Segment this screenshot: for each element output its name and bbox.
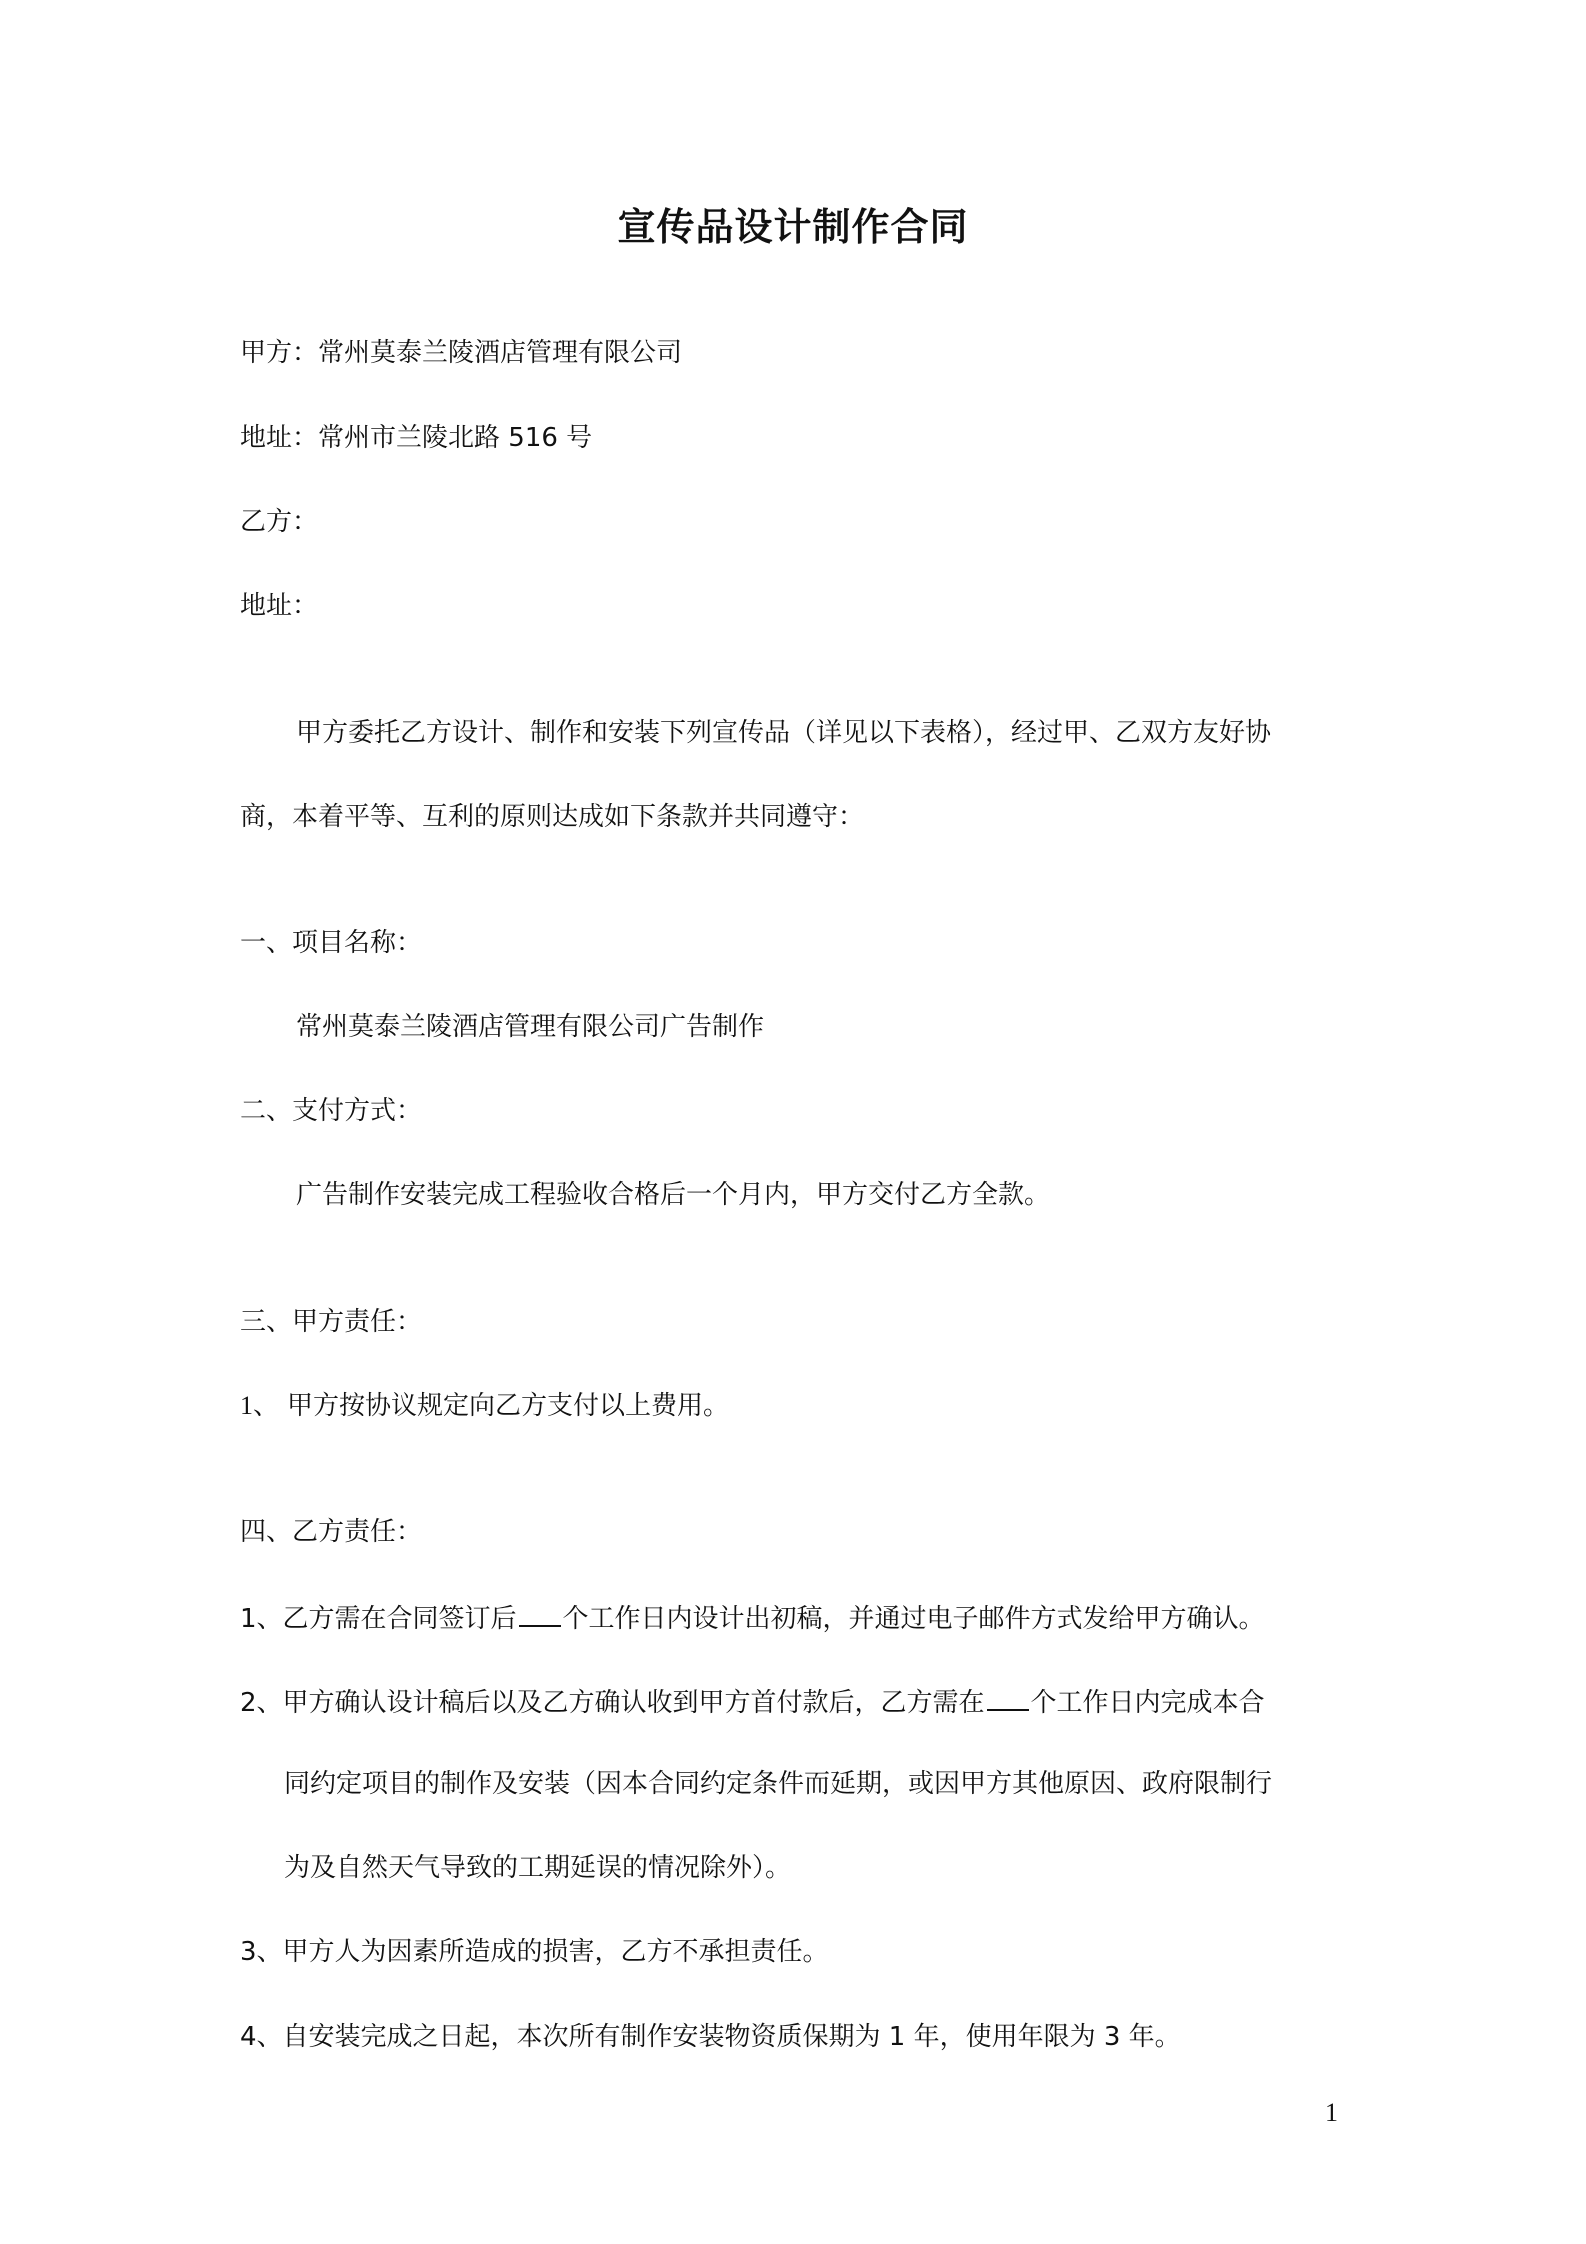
address-a-value: 常州市兰陵北路 516 号 [318,423,593,453]
section-3-item-1-number: 1、 [240,1391,280,1420]
section-2-title: 二、支付方式： [240,1096,423,1126]
contract-title: 宣传品设计制作合同 [617,205,969,249]
section-4-title: 四、乙方责任： [240,1517,423,1547]
party-a-line [240,336,682,370]
section-4-item-4: 4、自安装完成之日起，本次所有制作安装物资质保期为 1 年，使用年限为 3 年。 [240,2022,1181,2052]
section-4-item-2-line-2: 同约定项目的制作及安装（因本合同约定条件而延期，或因甲方其他原因、政府限制行 [284,1769,1273,1799]
section-4-item-3: 3、甲方人为因素所造成的损害，乙方不承担责任。 [240,1937,829,1967]
section-3-item-1-text: 甲方按协议规定向乙方支付以上费用。 [287,1391,730,1421]
address-a-line [240,421,592,455]
intro-line-2: 商，本着平等、互利的原则达成如下条款并共同遵守： [240,802,865,832]
section-4-item-1-part-b: 个工作日内设计出初稿，并通过电子邮件方式发给甲方确认。 [562,1604,1265,1634]
party-b-line [240,505,318,539]
section-4-item-2 [240,1683,1265,1720]
section-2-body: 广告制作安装完成工程验收合格后一个月内，甲方交付乙方全款。 [296,1180,1051,1210]
section-4-item-2-part-a: 2、甲方确认设计稿后以及乙方确认收到甲方首付款后，乙方需在 [240,1688,985,1718]
party-b-label: 乙方： [240,507,319,537]
section-3-title: 三、甲方责任： [240,1307,423,1337]
days-blank-2[interactable] [987,1683,1029,1711]
page-number: 1 [1325,2098,1338,2127]
address-a-label: 地址： [240,423,319,453]
section-4-item-2-part-b: 个工作日内完成本合 [1030,1688,1265,1718]
party-a-label: 甲方： [240,338,319,368]
address-b-line [240,589,318,623]
intro-line-1: 甲方委托乙方设计、制作和安装下列宣传品（详见以下表格），经过甲、乙双方友好协 [296,718,1272,748]
address-b-label: 地址： [240,591,319,621]
section-4-item-1-part-a: 1、乙方需在合同签订后 [240,1604,517,1634]
section-3-item-1 [240,1389,729,1423]
party-a-value: 常州莫泰兰陵酒店管理有限公司 [318,338,683,368]
days-blank-1[interactable] [519,1599,561,1627]
section-1-body: 常州莫泰兰陵酒店管理有限公司广告制作 [296,1012,765,1042]
section-4-item-2-line-3: 为及自然天气导致的工期延误的情况除外）。 [284,1853,792,1883]
section-4-item-1 [240,1599,1265,1636]
section-1-title: 一、项目名称： [240,928,423,958]
